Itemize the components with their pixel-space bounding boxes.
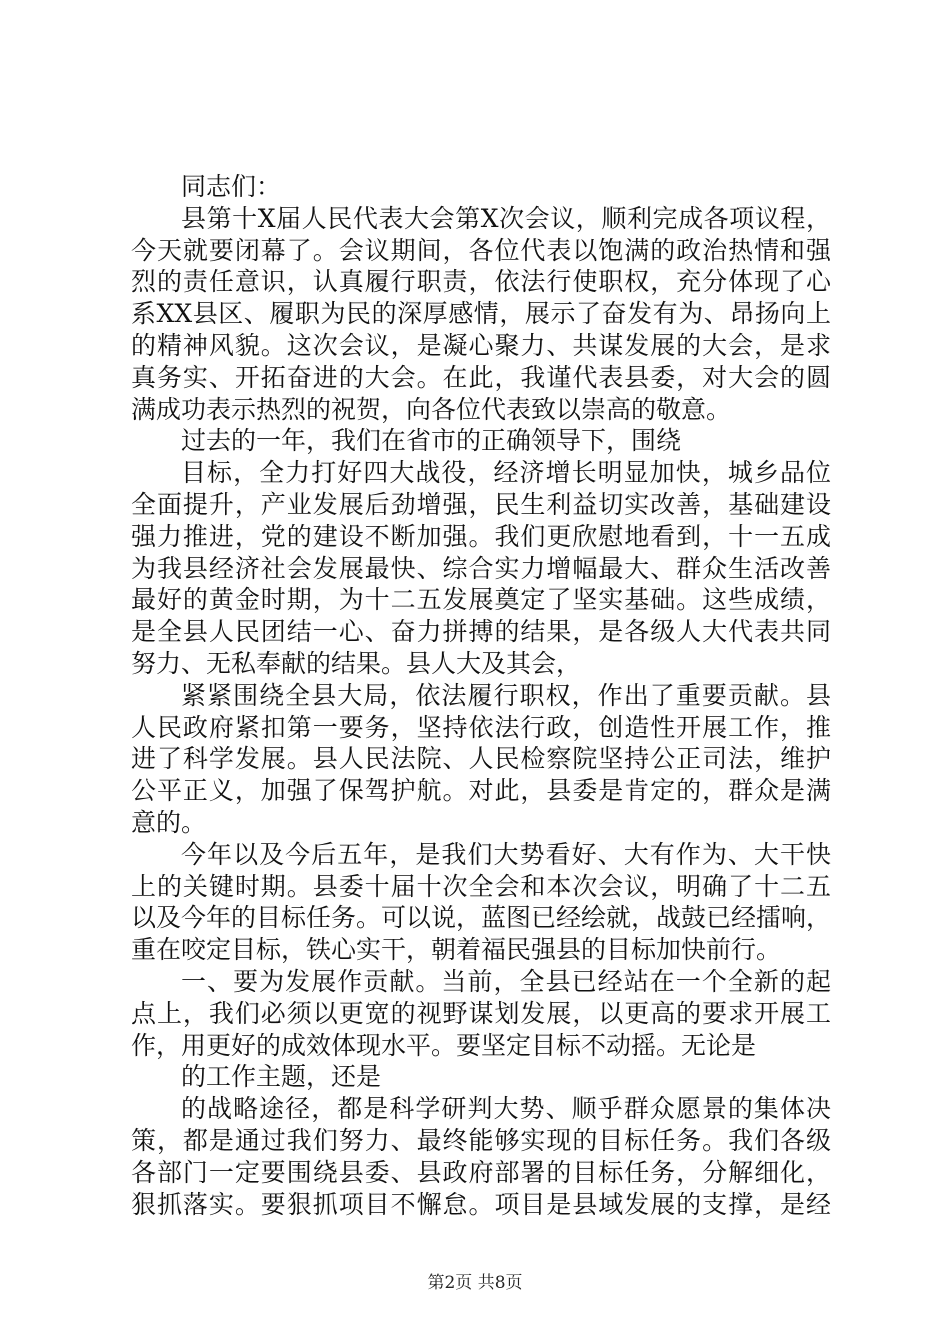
text-line: 上的关键时期。县委十届十次全会和本次会议，明确了十二五 <box>131 871 831 901</box>
text-line: 烈的责任意识，认真履行职责，依法行使职权，充分体现了心 <box>131 267 831 297</box>
text-line: 作，用更好的成效体现水平。要坚定目标不动摇。无论是 <box>131 1030 757 1060</box>
text-line: 点上，我们必须以更宽的视野谋划发展，以更高的要求开展工 <box>131 998 831 1028</box>
text-line: 公平正义，加强了保驾护航。对此，县委是肯定的，群众是满 <box>131 776 831 806</box>
text-line: 是全县人民团结一心、奋力拼搏的结果，是各级人大代表共同 <box>131 617 831 647</box>
text-line: 以及今年的目标任务。可以说，蓝图已经绘就，战鼓已经擂响， <box>131 903 832 933</box>
text-line: 系XX县区、履职为民的深厚感情，展示了奋发有为、昂扬向上 <box>131 299 831 329</box>
text-line: 策，都是通过我们努力、最终能够实现的目标任务。我们各级 <box>131 1125 831 1155</box>
text-line: 满成功表示热烈的祝贺，向各位代表致以崇高的敬意。 <box>131 394 732 424</box>
body-text <box>131 171 831 1220</box>
text-line: 真务实、开拓奋进的大会。在此，我谨代表县委，对大会的圆 <box>131 362 831 392</box>
text-line: 紧紧围绕全县大局，依法履行职权，作出了重要贡献。县 <box>181 680 831 710</box>
text-line: 各部门一定要围绕县委、县政府部署的目标任务，分解细化， <box>131 1157 831 1187</box>
text-line: 同志们： <box>181 172 282 201</box>
text-line: 县第十X届人民代表大会第X次会议，顺利完成各项议程， <box>181 203 831 233</box>
text-line: 为我县经济社会发展最快、综合实力增幅最大、群众生活改善 <box>131 553 831 583</box>
text-line: 的战略途径，都是科学研判大势、顺乎群众愿景的集体决 <box>181 1094 831 1124</box>
text-line: 强力推进，党的建设不断加强。我们更欣慰地看到，十一五成 <box>131 521 831 551</box>
text-line: 今年以及今后五年，是我们大势看好、大有作为、大干快 <box>181 839 831 869</box>
text-line: 重在咬定目标，铁心实干，朝着福民强县的目标加快前行。 <box>131 935 782 965</box>
text-line: 狠抓落实。要狠抓项目不懈怠。项目是县域发展的支撑，是经 <box>131 1189 831 1219</box>
page-footer: 第2页 共8页 <box>427 1273 523 1293</box>
text-line: 一、要为发展作贡献。当前，全县已经站在一个全新的起 <box>181 966 831 996</box>
text-line: 目标，全力打好四大战役，经济增长明显加快，城乡品位 <box>181 458 831 488</box>
text-line: 过去的一年，我们在省市的正确领导下，围绕 <box>181 426 682 456</box>
text-line: 进了科学发展。县人民法院、人民检察院坚持公正司法，维护 <box>131 744 831 774</box>
text-line: 最好的黄金时期，为十二五发展奠定了坚实基础。这些成绩， <box>131 585 831 615</box>
text-line: 的精神风貌。这次会议，是凝心聚力、共谋发展的大会，是求 <box>131 330 831 360</box>
text-line: 的工作主题，还是 <box>181 1062 382 1092</box>
text-line: 全面提升，产业发展后劲增强，民生利益切实改善，基础建设 <box>131 489 831 519</box>
text-line: 意的。 <box>131 807 207 837</box>
text-line: 努力、无私奉献的结果。县人大及其会， <box>131 648 582 678</box>
text-line: 人民政府紧扣第一要务，坚持依法行政，创造性开展工作，推 <box>131 712 831 742</box>
text-line: 今天就要闭幕了。会议期间，各位代表以饱满的政治热情和强 <box>131 235 831 265</box>
